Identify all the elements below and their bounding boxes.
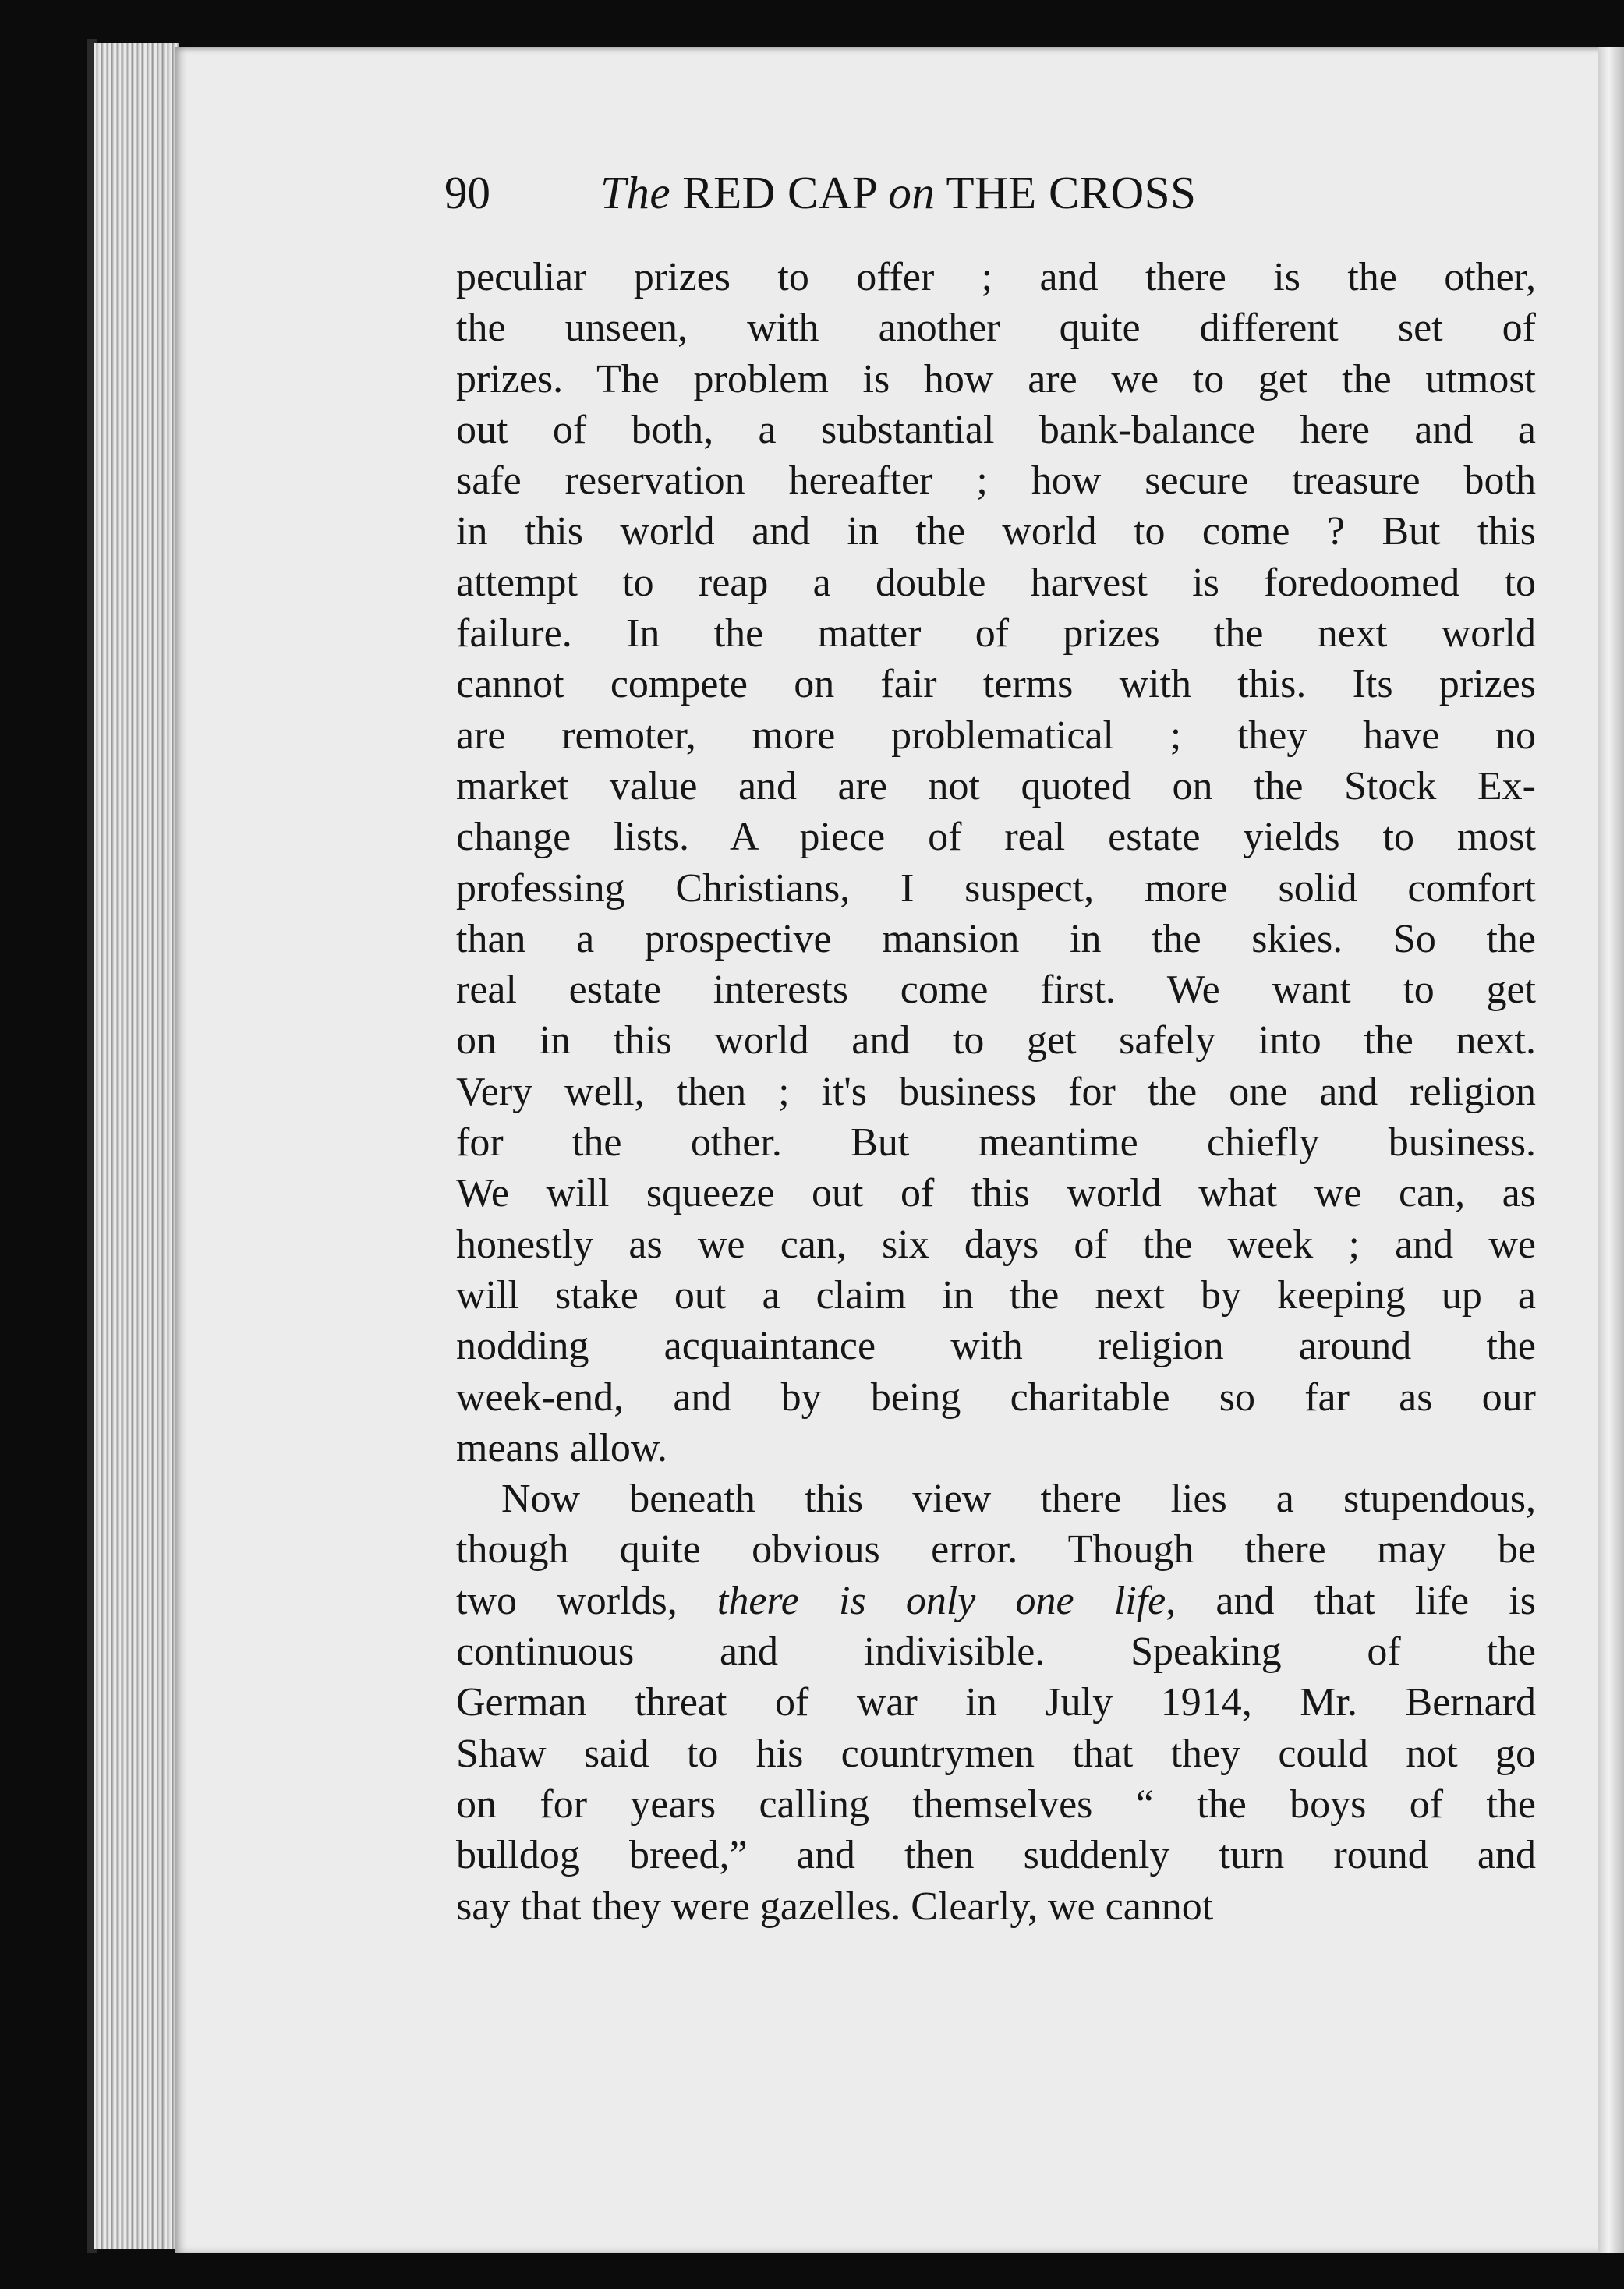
text-line <box>456 1881 1536 1932</box>
text-line <box>456 1576 1536 1626</box>
text-run: Now beneath this view there lies a stupendous, <box>501 1477 1536 1522</box>
text-run: failure. In the matter of prizes the next world <box>456 611 1536 656</box>
text-line <box>456 1321 1536 1371</box>
text-run: peculiar prizes to offer ; and there is the other, <box>456 255 1536 299</box>
text-line <box>456 506 1536 557</box>
text-run: in this world and in the world to come ? But this <box>456 509 1536 554</box>
text-line <box>456 1524 1536 1575</box>
book-binding-edge <box>94 43 179 2249</box>
text-run: will stake out a claim in the next by keeping up a <box>456 1272 1536 1318</box>
text-run: nodding acquaintance with religion around the <box>456 1324 1536 1369</box>
page-right-edge <box>1598 47 1624 2253</box>
running-head <box>444 165 1536 220</box>
italic-text-run: there is only one life <box>716 1578 1166 1623</box>
text-line <box>456 1168 1536 1219</box>
text-line <box>456 964 1536 1015</box>
text-line <box>456 405 1536 455</box>
text-run: continuous and indivisible. Speaking of the <box>456 1629 1536 1675</box>
text-line <box>456 1474 1536 1524</box>
text-run: real estate interests come first. We want to get <box>456 968 1536 1013</box>
text-run: Very well, then ; it's business for the one and religion <box>456 1069 1536 1114</box>
running-title-part: on <box>888 167 936 218</box>
text-run: two worlds, <box>456 1578 717 1623</box>
text-line <box>456 914 1536 964</box>
running-title-part: THE CROSS <box>935 167 1197 218</box>
text-line <box>456 608 1536 659</box>
text-run: prizes. The problem is how are we to get the utmost <box>456 356 1536 402</box>
text-line <box>456 354 1536 405</box>
text-line <box>456 1067 1536 1117</box>
page-number: 90 <box>444 167 490 218</box>
text-line <box>456 1677 1536 1728</box>
text-line <box>456 1728 1536 1779</box>
text-line <box>456 659 1536 709</box>
text-line <box>456 812 1536 862</box>
text-run: German threat of war in July 1914, Mr. Bernard <box>456 1680 1536 1725</box>
text-run: means allow. <box>456 1425 667 1470</box>
running-title-part: RED CAP <box>670 167 889 218</box>
text-line <box>456 710 1536 761</box>
text-run: We will squeeze out of this world what we can, as <box>456 1171 1536 1216</box>
text-run: for the other. But meantime chiefly business. <box>456 1120 1536 1166</box>
text-run: change lists. A piece of real estate yields to most <box>456 815 1536 860</box>
running-title <box>600 165 1196 220</box>
text-line <box>456 1626 1536 1677</box>
text-run: on in this world and to get safely into the next. <box>456 1018 1536 1063</box>
text-line <box>456 302 1536 353</box>
text-run: on for years calling themselves “ the boys of the <box>456 1781 1536 1827</box>
text-run: say that they were gazelles. Clearly, we cannot <box>456 1884 1214 1929</box>
text-run: , and that life is <box>1166 1578 1536 1623</box>
text-run: week-end, and by being charitable so far as our <box>456 1374 1536 1420</box>
text-line <box>456 1779 1536 1830</box>
text-run: bulldog breed,” and then suddenly turn round and <box>456 1833 1536 1878</box>
text-run: cannot compete on fair terms with this. Its prizes <box>456 662 1536 707</box>
text-run: market value and are not quoted on the Stock Ex- <box>456 763 1536 808</box>
text-line <box>456 557 1536 608</box>
text-run: are remoter, more problematical ; they have no <box>456 713 1536 758</box>
text-line <box>456 455 1536 506</box>
text-run: Shaw said to his countrymen that they could not go <box>456 1731 1536 1776</box>
text-line <box>456 1015 1536 1066</box>
body-text <box>456 252 1536 1932</box>
text-line <box>456 863 1536 914</box>
text-run: than a prospective mansion in the skies. So the <box>456 916 1536 961</box>
text-line <box>456 761 1536 812</box>
text-line <box>456 1372 1536 1423</box>
text-line <box>456 1219 1536 1270</box>
text-run: professing Christians, I suspect, more solid comfort <box>456 865 1536 911</box>
text-line <box>456 1270 1536 1321</box>
text-run: honestly as we can, six days of the week ; and we <box>456 1222 1536 1267</box>
text-line <box>456 1117 1536 1168</box>
text-line <box>456 1830 1536 1880</box>
text-line <box>456 1423 1536 1474</box>
text-run: safe reservation hereafter ; how secure treasure both <box>456 458 1536 504</box>
text-run: out of both, a substantial bank-balance here and a <box>456 407 1536 452</box>
text-run: attempt to reap a double harvest is foredoomed to <box>456 560 1536 605</box>
text-run: the unseen, with another quite different set of <box>456 306 1536 351</box>
running-title-part: The <box>600 167 670 218</box>
text-line <box>456 252 1536 302</box>
text-run: though quite obvious error. Though there may be <box>456 1527 1536 1573</box>
